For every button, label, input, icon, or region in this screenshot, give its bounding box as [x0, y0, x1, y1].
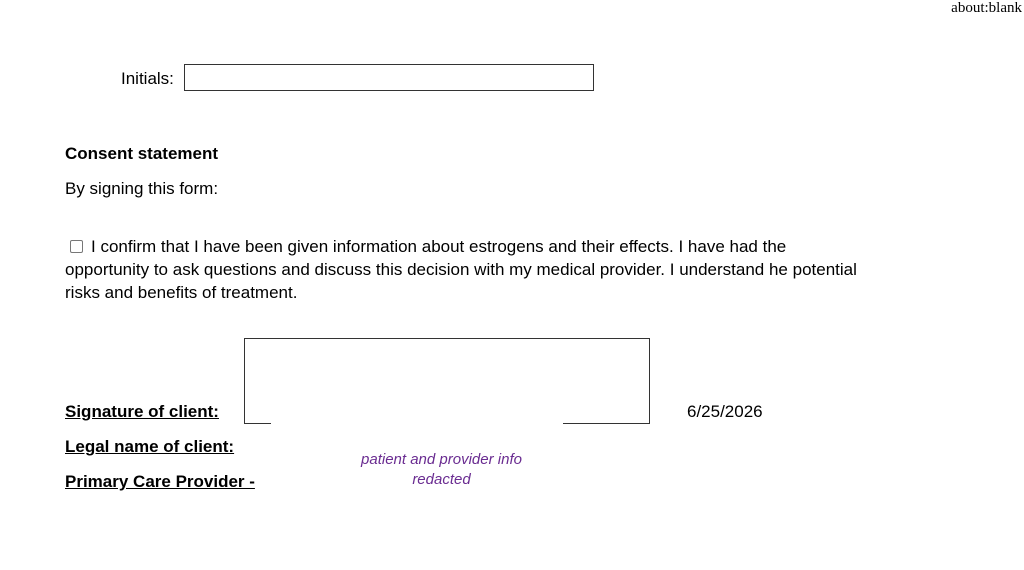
redaction-note: patient and provider info redacted: [361, 451, 522, 488]
consent-heading: Consent statement: [65, 144, 219, 163]
confirm-text: I confirm that I have been given information about estrogens and their effects. I have had the opportunity to ask questions and discuss this decision with my medical provider. I understand he potential risks and benefits of treatment.: [65, 237, 857, 302]
legal-name-label: Legal name of client:: [65, 437, 235, 456]
initials-label: Initials:: [121, 69, 174, 88]
confirm-statement: [65, 235, 865, 304]
signature-box-gap: [271, 419, 563, 429]
initials-input[interactable]: [184, 64, 594, 91]
confirm-checkbox[interactable]: [70, 240, 83, 253]
signature-box[interactable]: [244, 338, 650, 424]
primary-care-provider-label: Primary Care Provider -: [65, 472, 255, 491]
consent-intro: By signing this form:: [65, 179, 219, 198]
signature-label: Signature of client:: [65, 402, 219, 421]
signature-date: 6/25/2026: [687, 402, 763, 421]
url-label: about:blank: [951, 0, 1022, 16]
